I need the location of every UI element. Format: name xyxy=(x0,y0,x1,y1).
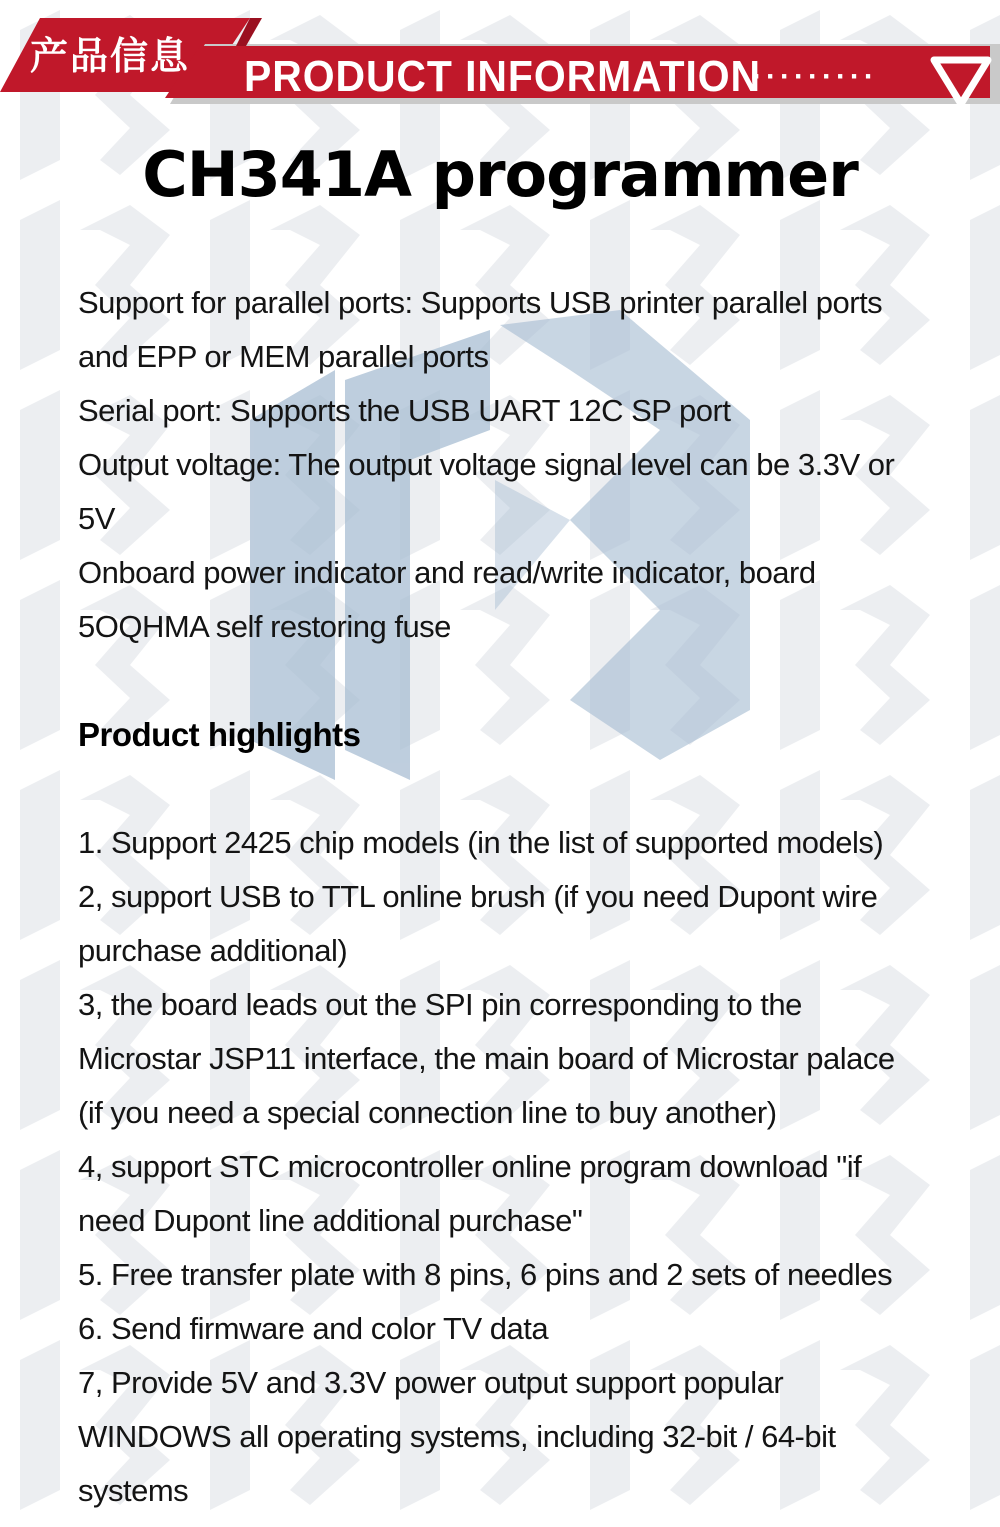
product-description xyxy=(78,276,938,1518)
highlight-line: 1. Support 2425 chip models (in the list of supported models) xyxy=(78,825,884,860)
info-line: Serial port: Supports the USB UART 12C SP port xyxy=(78,393,731,428)
highlights-heading: Product highlights xyxy=(78,716,361,753)
highlight-line: WINDOWS all operating systems, including 32-bit / 64-bit xyxy=(78,1419,836,1454)
highlight-line: 4, support STC microcontroller online program download "if xyxy=(78,1149,862,1184)
highlight-line: 6. Send firmware and color TV data xyxy=(78,1311,549,1346)
highlight-line: purchase additional) xyxy=(78,933,348,968)
highlight-line: systems xyxy=(78,1473,189,1508)
highlight-line: 2, support USB to TTL online brush (if you need Dupont wire xyxy=(78,879,878,914)
highlight-line: need Dupont line additional purchase" xyxy=(78,1203,583,1238)
highlight-line: 5. Free transfer plate with 8 pins, 6 pins and 2 sets of needles xyxy=(78,1257,893,1292)
info-section xyxy=(78,276,938,654)
banner-dots: ········· xyxy=(752,60,878,93)
highlights-list xyxy=(78,816,938,1518)
info-line: Support for parallel ports: Supports USB printer parallel ports xyxy=(78,285,883,320)
banner-chinese-label: 产品信息 xyxy=(30,34,191,78)
highlight-line: 7, Provide 5V and 3.3V power output support popular xyxy=(78,1365,784,1400)
info-line: and EPP or MEM parallel ports xyxy=(78,339,489,374)
info-line: 5V xyxy=(78,501,115,536)
banner-english-label: PRODUCT INFORMATION xyxy=(244,52,762,101)
highlight-line: (if you need a special connection line to buy another) xyxy=(78,1095,777,1130)
page-title: CH341A programmer xyxy=(142,138,858,211)
info-line: Onboard power indicator and read/write indicator, board xyxy=(78,555,816,590)
highlight-line: Microstar JSP11 interface, the main board of Microstar palace xyxy=(78,1041,895,1076)
down-triangle-icon xyxy=(928,50,994,110)
product-information-banner xyxy=(0,14,1000,110)
highlight-line: 3, the board leads out the SPI pin corresponding to the xyxy=(78,987,802,1022)
info-line: Output voltage: The output voltage signal level can be 3.3V or xyxy=(78,447,895,482)
info-line: 5OQHMA self restoring fuse xyxy=(78,609,451,644)
